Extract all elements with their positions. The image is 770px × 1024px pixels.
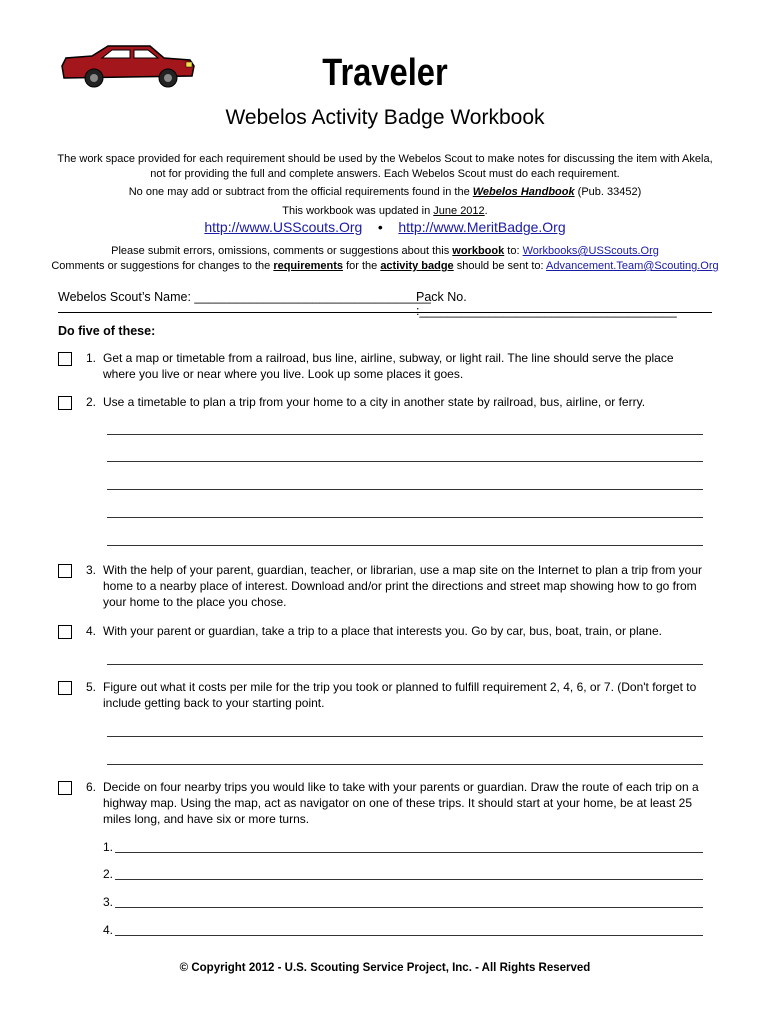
requirement-number: 5. xyxy=(86,680,97,694)
submit-errors-note xyxy=(0,245,770,257)
requirement-text: Figure out what it costs per mile for the trip you took or planned to fulfill requirement 2, 4, 6, or 7. (Don't forget to include getting back to your starting point. xyxy=(103,680,697,710)
answer-line[interactable] xyxy=(107,517,703,518)
note-text: No one may add or subtract from the official requirements found in the xyxy=(128,186,473,198)
requirement-item xyxy=(58,679,712,713)
meritbadge-link[interactable]: http://www.MeritBadge.Org xyxy=(398,219,566,235)
trip-line[interactable] xyxy=(103,867,703,883)
handbook-title: Webelos Handbook xyxy=(472,186,575,198)
requirement-text: With your parent or guardian, take a trip to a place that interests you. Go by car, bus, boat, train, or plane. xyxy=(103,624,662,638)
links-row xyxy=(0,219,770,235)
trip-line[interactable] xyxy=(103,923,703,939)
updated-text: This workbook was updated in xyxy=(282,205,434,217)
answer-line[interactable] xyxy=(107,461,703,462)
activity-badge-word: activity badge xyxy=(380,260,454,272)
requirement-item xyxy=(58,779,712,829)
pub-number: (Pub. 33452) xyxy=(574,186,642,198)
submit-text: Please submit errors, omissions, comments or suggestions about this xyxy=(111,245,453,257)
requirement-number: 3. xyxy=(86,563,97,577)
requirement-item xyxy=(58,394,712,412)
requirement-checkbox[interactable] xyxy=(58,564,72,578)
advancement-email-link[interactable]: Advancement.Team@Scouting.Org xyxy=(546,260,719,272)
trip-number: 4. xyxy=(103,923,114,937)
trip-rule xyxy=(115,852,703,853)
link-separator: • xyxy=(377,219,383,235)
trip-number: 2. xyxy=(103,867,114,881)
trip-number: 1. xyxy=(103,840,114,854)
section-divider xyxy=(58,312,712,313)
updated-period: . xyxy=(484,205,488,217)
requirement-checkbox[interactable] xyxy=(58,625,72,639)
changes-sent-to: should be sent to: xyxy=(453,260,547,272)
submit-changes-note xyxy=(0,260,770,272)
trip-number: 3. xyxy=(103,895,114,909)
changes-for: for the xyxy=(343,260,381,272)
submit-to: to: xyxy=(504,245,523,257)
changes-text: Comments or suggestions for changes to the xyxy=(51,260,274,272)
requirement-number: 6. xyxy=(86,780,97,794)
page-title: Traveler xyxy=(322,52,448,94)
answer-line[interactable] xyxy=(107,434,703,435)
requirement-item xyxy=(58,562,712,612)
requirement-text: Use a timetable to plan a trip from your home to a city in another state by railroad, bus, airline, or ferry. xyxy=(103,395,646,409)
pack-number-field[interactable]: Pack No. :_____________________________________ xyxy=(416,290,677,318)
requirement-checkbox[interactable] xyxy=(58,781,72,795)
trip-rule xyxy=(115,907,703,908)
updated-note xyxy=(0,204,770,219)
requirement-text: With the help of your parent, guardian, teacher, or librarian, use a map site on the Internet to plan a trip from your home to a nearby place of interest. Download and/or print the directions and street map showing how to go from your home to the place you chose. xyxy=(103,563,702,609)
official-requirements-note xyxy=(0,185,770,200)
page-subtitle: Webelos Activity Badge Workbook xyxy=(225,106,545,129)
trip-rule xyxy=(115,935,703,936)
copyright-footer: © Copyright 2012 - U.S. Scouting Service Project, Inc. - All Rights Reserved xyxy=(179,962,591,974)
requirement-text: Decide on four nearby trips you would like to take with your parents or guardian. Draw the route of each trip on a highway map. Using the map, act as navigator on one of these trips. It should start at your home, be at least 25 miles long, and have six or more turns. xyxy=(103,780,699,826)
answer-line[interactable] xyxy=(107,664,703,665)
trip-line[interactable] xyxy=(103,895,703,911)
requirement-item xyxy=(58,623,712,641)
requirements-word: requirements xyxy=(273,260,344,272)
answer-line[interactable] xyxy=(107,764,703,765)
answer-line[interactable] xyxy=(107,545,703,546)
updated-date: June 2012 xyxy=(433,205,485,217)
requirement-number: 1. xyxy=(86,351,97,365)
usscouts-link[interactable]: http://www.USScouts.Org xyxy=(204,219,363,235)
trip-line[interactable] xyxy=(103,840,703,856)
answer-line[interactable] xyxy=(107,489,703,490)
requirement-checkbox[interactable] xyxy=(58,681,72,695)
requirement-item xyxy=(58,350,712,384)
answer-line[interactable] xyxy=(107,736,703,737)
scout-name-field[interactable]: Webelos Scout’s Name: __________________________________ xyxy=(58,290,431,304)
requirement-number: 4. xyxy=(86,624,97,638)
section-heading: Do five of these: xyxy=(58,324,156,338)
requirement-checkbox[interactable] xyxy=(58,352,72,366)
workbooks-email-link[interactable]: Workbooks@USScouts.Org xyxy=(522,245,659,257)
trip-rule xyxy=(115,879,703,880)
workbook-word: workbook xyxy=(452,245,505,257)
requirement-text: Get a map or timetable from a railroad, bus line, airline, subway, or light rail. The line should serve the place where you live or near where you live. Look up some places it goes. xyxy=(103,351,674,381)
requirement-checkbox[interactable] xyxy=(58,396,72,410)
intro-text: The work space provided for each requirement should be used by the Webelos Scout to make notes for discussing the item with Akela, not for providing the full and complete answers. Each Webelos Scout must do each requirement. xyxy=(57,153,713,180)
requirement-number: 2. xyxy=(86,395,97,409)
